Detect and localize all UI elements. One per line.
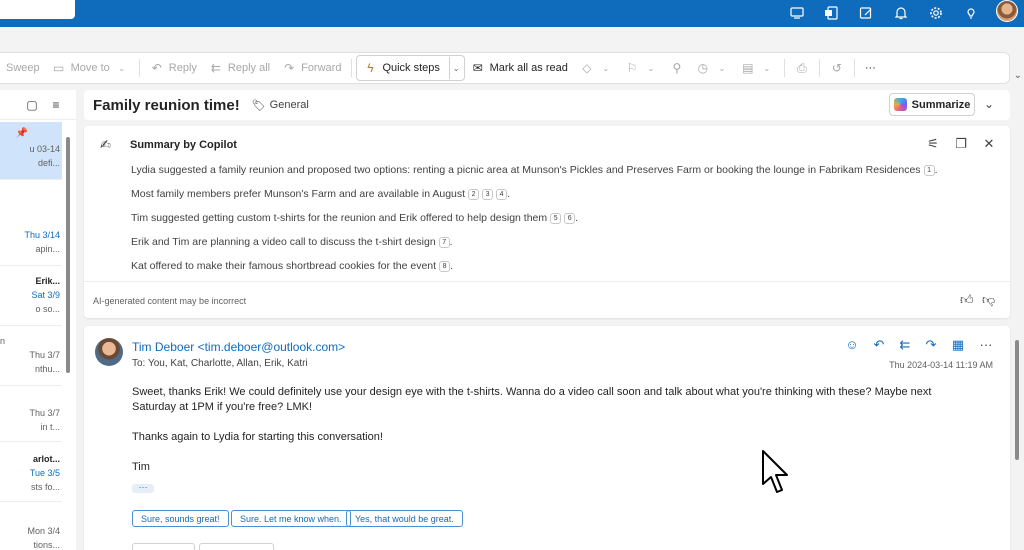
chevron-down-icon[interactable]: ⌄ (1013, 70, 1022, 81)
folder-move-icon: ▭ (52, 61, 65, 75)
suggested-reply-button[interactable]: Sure, sounds great! (132, 510, 229, 527)
list-item-date: Thu 3/7 (29, 350, 60, 360)
settings-sliders-icon[interactable]: ⚟ (927, 136, 939, 151)
email-date: Thu 2024-03-14 11:19 AM (889, 360, 993, 370)
sweep-button[interactable] (0, 55, 46, 81)
compose-note-icon[interactable] (856, 3, 876, 23)
lightning-icon: ϟ (367, 61, 374, 75)
list-item[interactable] (0, 122, 62, 180)
copilot-summary-card (84, 126, 1010, 318)
print-button[interactable] (789, 55, 815, 81)
reply-all-icon: ⇇ (210, 61, 221, 75)
list-scrollbar[interactable] (66, 137, 70, 373)
ribbon-divider (139, 59, 140, 77)
ai-disclaimer: AI-generated content may be incorrect (93, 296, 247, 306)
recipients: To: You, Kat, Charlotte, Allan, Erik, Katri (132, 358, 308, 369)
mark-all-read-label: Mark all as read (489, 62, 568, 74)
printer-icon: ⎙ (797, 60, 807, 75)
list-item-date: Thu 3/7 (29, 408, 60, 418)
undo-button[interactable] (824, 55, 850, 81)
word-icon[interactable] (821, 3, 841, 23)
rules-icon: ▤ (742, 61, 754, 75)
list-item-sender: Erik... (35, 276, 60, 286)
list-item-preview: sts fo... (30, 482, 60, 492)
suggested-reply-button[interactable]: Yes, that would be great. (346, 510, 463, 527)
list-item-preview: defi... (37, 158, 60, 168)
email-message (84, 326, 1010, 550)
list-item-date: u 03-14 (29, 144, 60, 154)
citation-badge[interactable]: 5 (550, 213, 561, 224)
chevron-down-icon: ⌄ (118, 63, 126, 73)
sender-avatar[interactable] (95, 338, 123, 366)
copilot-summary-icon: ✍ (100, 137, 111, 152)
search-box[interactable] (0, 0, 75, 19)
summarize-button[interactable] (889, 93, 975, 116)
mouse-cursor-icon (762, 450, 794, 498)
chevron-down-icon[interactable]: ⌄ (449, 57, 460, 79)
copy-icon[interactable]: ❐ (955, 136, 967, 151)
reply-all-button[interactable] (203, 55, 276, 81)
category-tag[interactable] (252, 99, 309, 112)
copilot-icon (894, 98, 907, 111)
forward-icon[interactable]: ↷ (925, 337, 937, 352)
list-item-sender: arlot... (32, 454, 60, 464)
lightbulb-icon[interactable] (961, 3, 981, 23)
tag-button[interactable] (574, 55, 619, 81)
sweep-label: Sweep (6, 62, 40, 74)
citation-badge[interactable]: 1 (924, 165, 935, 176)
tag-icon: 🏷 (251, 99, 266, 112)
ribbon-divider (351, 59, 352, 77)
meet-now-icon[interactable] (787, 3, 807, 23)
summary-bullet-text: Most family members prefer Munson's Farm and are available in August (131, 188, 466, 200)
list-item[interactable] (0, 442, 62, 502)
list-item-preview: apin... (35, 244, 60, 254)
citation-badge[interactable]: 7 (439, 237, 450, 248)
citation-badge[interactable]: 8 (439, 261, 450, 272)
forward-label: Forward (301, 62, 342, 74)
snooze-button[interactable] (690, 55, 735, 81)
list-item-preview: o so... (35, 304, 60, 314)
envelope-open-icon: ✉ (472, 61, 483, 75)
command-ribbon (0, 52, 1010, 84)
close-icon[interactable]: ✕ (983, 136, 995, 151)
conversation-subject: Family reunion time! (93, 96, 240, 114)
summary-bullet: Erik and Tim are planning a video call to discuss the t-shirt design 7 . (131, 236, 453, 248)
reply-button[interactable] (144, 55, 203, 81)
forward-action-button[interactable] (199, 543, 274, 550)
move-to-label: Move to (70, 62, 110, 74)
pin-icon: ⚲ (672, 61, 682, 75)
chevron-down-icon[interactable]: ⌄ (984, 97, 995, 111)
message-list (0, 90, 76, 550)
list-item-preview: nthu... (34, 364, 60, 374)
flag-button[interactable] (619, 55, 664, 81)
message-list-header (0, 90, 76, 120)
select-icon[interactable]: ▢ (26, 98, 38, 112)
thumbs-down-icon[interactable]: 👎︎ (982, 292, 996, 307)
list-item-date: Tue 3/5 (29, 468, 60, 478)
list-item[interactable] (0, 208, 62, 266)
pin-icon: 📌 (15, 128, 28, 139)
top-app-bar (0, 0, 1024, 27)
citation-badge[interactable]: 3 (482, 189, 493, 200)
summarize-label: Summarize (911, 98, 971, 111)
reply-icon: ↶ (151, 61, 162, 75)
more-label: ··· (864, 62, 876, 74)
forward-button[interactable] (276, 55, 347, 81)
list-item[interactable] (0, 502, 62, 550)
email-body-line: Saturday at 1PM if you're free? LMK! (132, 401, 313, 413)
reply-all-label: Reply all (227, 62, 271, 74)
summary-bullet: Most family members prefer Munson's Farm and are available in August 2 3 4 . (131, 188, 510, 200)
more-options-button[interactable] (859, 55, 882, 81)
reply-icon[interactable]: ↶ (873, 337, 885, 352)
quick-steps-label: Quick steps (382, 62, 440, 74)
reply-action-button[interactable] (132, 543, 195, 550)
summary-bullet: Tim suggested getting custom t-shirts for the reunion and Erik offered to help design them 5 6 . (131, 212, 579, 224)
clock-icon: ◷ (697, 61, 709, 75)
show-trimmed-content-button[interactable]: ··· (132, 484, 154, 493)
citation-badge[interactable]: 6 (564, 213, 575, 224)
copilot-summary-title: Summary by Copilot (130, 139, 237, 151)
chevron-down-icon: ⌄ (718, 63, 726, 73)
category-tag-label: General (269, 99, 309, 111)
emoji-icon[interactable]: ☺ (845, 337, 859, 352)
forward-icon: ↷ (284, 61, 295, 75)
summary-bullet-text: Tim suggested getting custom t-shirts for the reunion and Erik offered to help design them (131, 212, 548, 224)
reply-all-icon[interactable]: ⇇ (899, 337, 911, 352)
quick-steps-button[interactable] (356, 55, 464, 81)
summary-bullet: Kat offered to make their famous shortbread cookies for the event 8 . (131, 260, 453, 272)
sender-name[interactable]: Tim Deboer <tim.deboer@outlook.com> (132, 340, 346, 354)
filter-icon[interactable]: ≡ (52, 98, 60, 112)
email-body-line: Thanks again to Lydia for starting this conversation! (132, 431, 383, 443)
list-item-preview: tions... (33, 540, 60, 550)
gear-icon[interactable] (926, 3, 946, 23)
rules-button[interactable] (735, 55, 780, 81)
mark-all-read-button[interactable] (465, 55, 574, 81)
citation-badge[interactable]: 2 (468, 189, 479, 200)
reply-label: Reply (168, 62, 197, 74)
suggested-reply-button[interactable]: Sure. Let me know when. (231, 510, 351, 527)
thumbs-up-icon[interactable]: 👍︎ (960, 292, 974, 307)
ribbon-divider (784, 59, 785, 77)
list-item-preview: in t... (40, 422, 60, 432)
summary-bullet-text: Erik and Tim are planning a video call to discuss the t-shirt design (131, 236, 436, 248)
more-actions-icon[interactable]: ··· (979, 337, 993, 352)
reading-pane-scrollbar[interactable] (1015, 340, 1019, 460)
conversation-header (84, 90, 1010, 120)
citation-badge[interactable]: 4 (496, 189, 507, 200)
list-item[interactable] (0, 386, 62, 442)
email-body-line: Sweet, thanks Erik! We could definitely use your design eye with the t-shirts. Wanna do a video call soon and talk about what you're thinking with these? Maybe next (132, 386, 932, 398)
chevron-down-icon: ⌄ (763, 63, 771, 73)
list-item-date: Mon 3/4 (27, 526, 60, 536)
ribbon-divider (819, 59, 820, 77)
pin-button[interactable] (664, 55, 690, 81)
list-item-date: Thu 3/14 (24, 230, 60, 240)
bell-icon[interactable] (891, 3, 911, 23)
card-divider (84, 281, 1010, 282)
summary-bullet-text: Lydia suggested a family reunion and proposed two options: renting a picnic area at Munson's Pickles and Preserves Farm or booking the lounge in Fabrikam Residences (131, 164, 921, 176)
list-item[interactable] (0, 266, 62, 326)
chevron-down-icon: ⌄ (647, 63, 655, 73)
apps-grid-icon[interactable]: ▦ (951, 337, 965, 352)
ribbon-divider (854, 59, 855, 77)
email-signature: Tim (132, 461, 150, 473)
list-item-sender: n (0, 336, 6, 346)
move-to-button[interactable] (46, 55, 135, 81)
tag-icon: ◇ (582, 61, 592, 75)
undo-icon: ↺ (831, 61, 842, 75)
summary-bullet-text: Kat offered to make their famous shortbread cookies for the event (131, 260, 437, 272)
list-item-date: Sat 3/9 (31, 290, 60, 300)
flag-icon: ⚐ (626, 61, 638, 75)
chevron-down-icon: ⌄ (602, 63, 610, 73)
list-item[interactable] (0, 326, 62, 386)
user-avatar[interactable] (996, 0, 1018, 22)
summary-bullet: Lydia suggested a family reunion and proposed two options: renting a picnic area at Munson's Pickles and Preserves Farm or booking the lounge in Fabrikam Residences 1 . (131, 164, 938, 176)
